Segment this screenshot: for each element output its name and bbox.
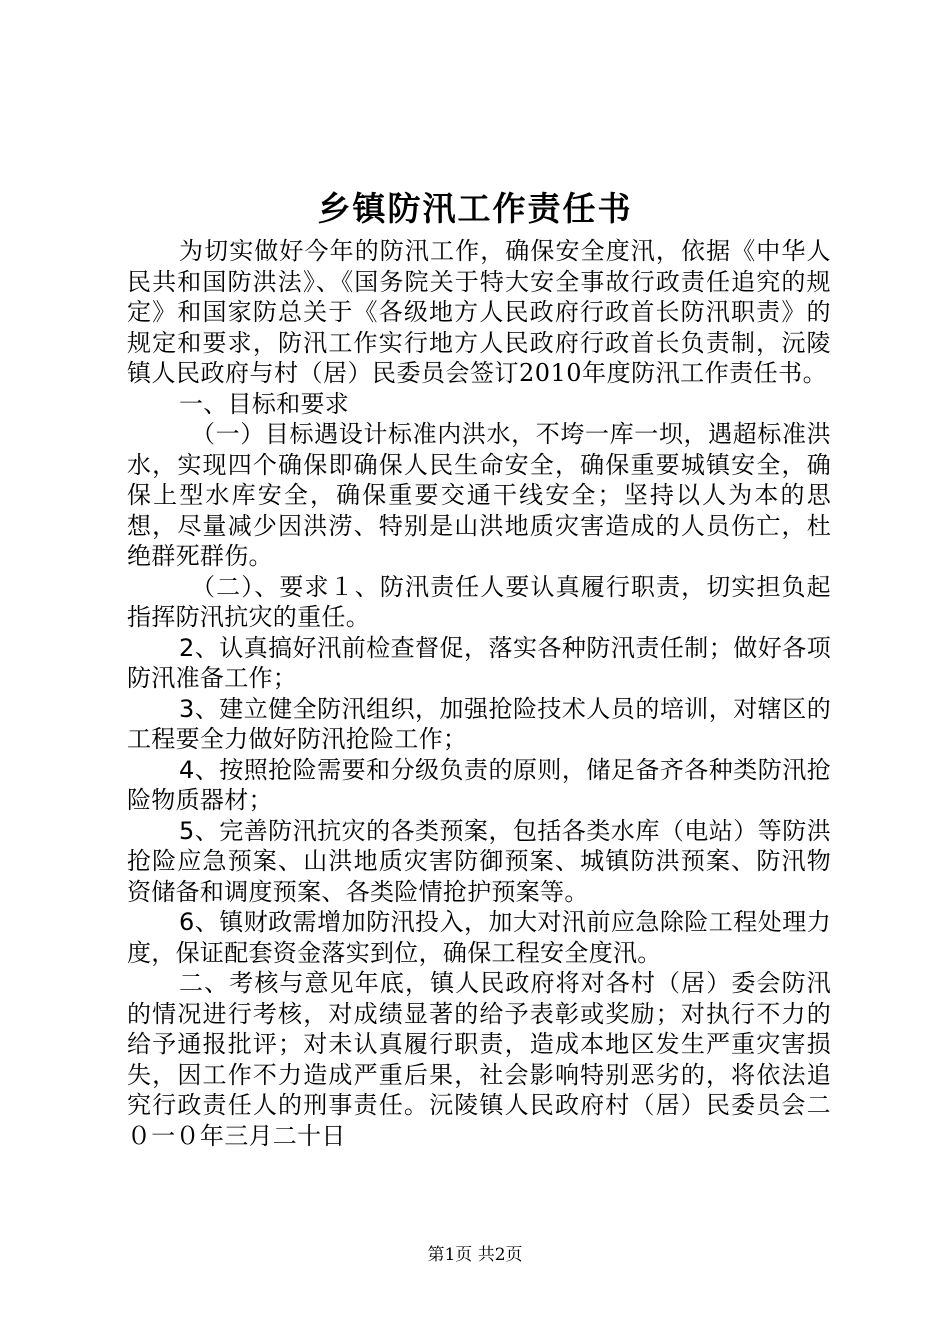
intro-paragraph: 为切实做好今年的防汛工作，确保安全度汛，依据《中华人民共和国防洪法》、《国务院关于特大安全事故行政责任追究的规定》和国家防总关于《各级地方人民政府行政首长防汛职责》的规定和要求，防汛工作实行地方人民政府行政首长负责制，沅陵镇人民政府与村（居）民委员会签订2010年度防汛工作责任书。 — [127, 237, 831, 387]
signoff-text: 沅陵镇人民政府村（居）民委员会二０一０年三月二十日 — [127, 1091, 831, 1150]
section1-heading: 一、目标和要求 — [179, 389, 350, 418]
requirement-4-paragraph: 4、按照抢险需要和分级负责的原则，储足备齐各种类防汛抢险物质器材； — [127, 755, 831, 814]
section2-text: 二、考核与意见年底，镇人民政府将对各村（居）委会防汛的情况进行考核，对成绩显著的给予表彰或奖励；对执行不力的给予通报批评；对未认真履行职责，造成本地区发生严重灾害损失，因工作不力造成严重后果，社会影响特别恶劣的，将依法追究行政责任人的刑事责任。 — [127, 969, 831, 1119]
requirement-1-paragraph: （二）、要求１、防汛责任人要认真履行职责，切实担负起指挥防汛抗灾的重任。 — [127, 572, 831, 631]
requirement-6-paragraph: 6、镇财政需增加防汛投入，加大对汛前应急除险工程处理力度，保证配套资金落实到位，确保工程安全度汛。 — [127, 908, 831, 967]
goal-paragraph: （一）目标遇设计标准内洪水，不垮一库一坝，遇超标准洪水，实现四个确保即确保人民生命安全，确保重要城镇安全，确保上型水库安全，确保重要交通干线安全；坚持以人为本的思想，尽量减少因洪涝、特别是山洪地质灾害造成的人员伤亡，杜绝群死群伤。 — [127, 420, 831, 570]
document-title: 乡镇防汛工作责任书 — [317, 189, 633, 228]
requirement-2-paragraph: 2、认真搞好汛前检查督促，落实各种防汛责任制；做好各项防汛准备工作； — [127, 633, 831, 692]
requirement-3-paragraph: 3、建立健全防汛组织，加强抢险技术人员的培训，对辖区的工程要全力做好防汛抢险工作； — [127, 694, 831, 753]
page-footer: 第1页 共2页 — [427, 1245, 523, 1265]
requirement-5-paragraph: 5、完善防汛抗灾的各类预案，包括各类水库（电站）等防洪抢险应急预案、山洪地质灾害防御预案、城镇防洪预案、防汛物资储备和调度预案、各类险情抢护预案等。 — [127, 816, 831, 906]
section2-paragraph — [127, 968, 831, 1151]
document-body — [127, 236, 831, 1151]
